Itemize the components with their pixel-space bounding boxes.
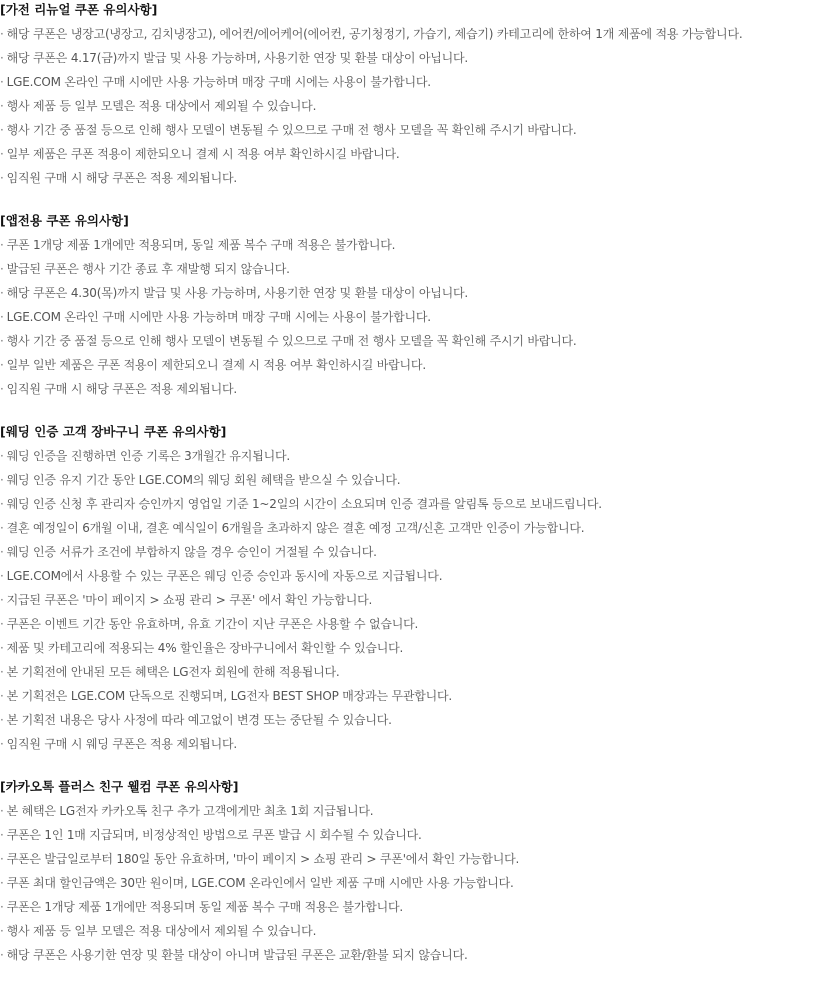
notice-text: 행사 기간 중 품절 등으로 인해 행사 모델이 변동될 수 있으므로 구매 전 행사 모델을 꼭 확인해 주시기 바랍니다. xyxy=(6,123,577,137)
notice-text: 발급된 쿠폰은 행사 기간 종료 후 재발행 되지 않습니다. xyxy=(6,262,290,276)
notice-text: 쿠폰은 1개당 제품 1개에만 적용되며 동일 제품 복수 구매 적용은 불가합니다. xyxy=(6,900,404,914)
list-item xyxy=(0,118,820,142)
list-item xyxy=(0,329,820,353)
bullet-icon: · xyxy=(0,286,4,300)
notice-text: 지급된 쿠폰은 '마이 페이지 > 쇼핑 관리 > 쿠폰' 에서 확인 가능합니다. xyxy=(6,593,373,607)
notice-text: 행사 제품 등 일부 모델은 적용 대상에서 제외될 수 있습니다. xyxy=(6,99,317,113)
list-item xyxy=(0,684,820,708)
list-item xyxy=(0,444,820,468)
list-item xyxy=(0,660,820,684)
list-item xyxy=(0,305,820,329)
notice-text: 해당 쿠폰은 사용기한 연장 및 환불 대상이 아니며 발급된 쿠폰은 교환/환불 되지 않습니다. xyxy=(6,948,468,962)
bullet-icon: · xyxy=(0,51,4,65)
list-item xyxy=(0,166,820,190)
list-item xyxy=(0,540,820,564)
bullet-icon: · xyxy=(0,382,4,396)
list-item xyxy=(0,588,820,612)
notice-text: 쿠폰은 발급일로부터 180일 동안 유효하며, '마이 페이지 > 쇼핑 관리 > 쿠폰'에서 확인 가능합니다. xyxy=(6,852,520,866)
notice-text: 웨딩 인증 유지 기간 동안 LGE.COM의 웨딩 회원 혜택을 받으실 수 있습니다. xyxy=(6,473,401,487)
bullet-icon: · xyxy=(0,521,4,535)
bullet-icon: · xyxy=(0,75,4,89)
notice-text: 행사 제품 등 일부 모델은 적용 대상에서 제외될 수 있습니다. xyxy=(6,924,317,938)
list-item xyxy=(0,353,820,377)
list-item xyxy=(0,492,820,516)
notice-text: 임직원 구매 시 웨딩 쿠폰은 적용 제외됩니다. xyxy=(6,737,237,751)
notice-list xyxy=(0,799,820,967)
list-item xyxy=(0,22,820,46)
bullet-icon: · xyxy=(0,334,4,348)
bullet-icon: · xyxy=(0,689,4,703)
notice-text: 쿠폰은 1인 1매 지급되며, 비정상적인 방법으로 쿠폰 발급 시 회수될 수 있습니다. xyxy=(6,828,422,842)
bullet-icon: · xyxy=(0,948,4,962)
list-item xyxy=(0,468,820,492)
notice-list xyxy=(0,22,820,190)
bullet-icon: · xyxy=(0,593,4,607)
list-item xyxy=(0,564,820,588)
list-item xyxy=(0,46,820,70)
bullet-icon: · xyxy=(0,238,4,252)
list-item xyxy=(0,612,820,636)
bullet-icon: · xyxy=(0,449,4,463)
notice-text: 행사 기간 중 품절 등으로 인해 행사 모델이 변동될 수 있으므로 구매 전 행사 모델을 꼭 확인해 주시기 바랍니다. xyxy=(6,334,577,348)
bullet-icon: · xyxy=(0,876,4,890)
notice-text: 웨딩 인증을 진행하면 인증 기록은 3개월간 유지됩니다. xyxy=(6,449,290,463)
bullet-icon: · xyxy=(0,147,4,161)
app-only-coupon-notice xyxy=(0,209,820,401)
bullet-icon: · xyxy=(0,665,4,679)
bullet-icon: · xyxy=(0,358,4,372)
bullet-icon: · xyxy=(0,171,4,185)
notice-text: LGE.COM 온라인 구매 시에만 사용 가능하며 매장 구매 시에는 사용이 불가합니다. xyxy=(6,75,431,89)
bullet-icon: · xyxy=(0,473,4,487)
wedding-cart-coupon-notice xyxy=(0,420,820,756)
notice-text: 본 혜택은 LG전자 카카오톡 친구 추가 고객에게만 최초 1회 지급됩니다. xyxy=(6,804,374,818)
bullet-icon: · xyxy=(0,713,4,727)
list-item xyxy=(0,871,820,895)
bullet-icon: · xyxy=(0,123,4,137)
notice-text: 해당 쿠폰은 냉장고(냉장고, 김치냉장고), 에어컨/에어케어(에어컨, 공기청정기, 가습기, 제습기) 카테고리에 한하여 1개 제품에 적용 가능합니다. xyxy=(6,27,743,41)
notice-text: 본 기획전에 안내된 모든 혜택은 LG전자 회원에 한해 적용됩니다. xyxy=(6,665,340,679)
list-item xyxy=(0,233,820,257)
notice-text: 결혼 예정일이 6개월 이내, 결혼 예식일이 6개월을 초과하지 않은 결혼 예정 고객/신혼 고객만 인증이 가능합니다. xyxy=(6,521,585,535)
section-heading: [가전 리뉴얼 쿠폰 유의사항] xyxy=(0,2,158,17)
bullet-icon: · xyxy=(0,27,4,41)
notice-text: 쿠폰 1개당 제품 1개에만 적용되며, 동일 제품 복수 구매 적용은 불가합니다. xyxy=(6,238,396,252)
bullet-icon: · xyxy=(0,804,4,818)
bullet-icon: · xyxy=(0,569,4,583)
list-item xyxy=(0,377,820,401)
list-item xyxy=(0,799,820,823)
list-item xyxy=(0,70,820,94)
list-item xyxy=(0,281,820,305)
kakao-welcome-coupon-notice xyxy=(0,775,820,967)
notice-text: 본 기획전은 LGE.COM 단독으로 진행되며, LG전자 BEST SHOP 매장과는 무관합니다. xyxy=(6,689,453,703)
list-item xyxy=(0,823,820,847)
bullet-icon: · xyxy=(0,737,4,751)
bullet-icon: · xyxy=(0,310,4,324)
notice-text: 웨딩 인증 신청 후 관리자 승인까지 영업일 기준 1~2일의 시간이 소요되며 인증 결과를 알림톡 등으로 보내드립니다. xyxy=(6,497,602,511)
list-item xyxy=(0,636,820,660)
list-item xyxy=(0,732,820,756)
bullet-icon: · xyxy=(0,497,4,511)
notice-text: 쿠폰 최대 할인금액은 30만 원이며, LGE.COM 온라인에서 일반 제품 구매 시에만 사용 가능합니다. xyxy=(6,876,514,890)
list-item xyxy=(0,516,820,540)
notice-text: 임직원 구매 시 해당 쿠폰은 적용 제외됩니다. xyxy=(6,171,237,185)
bullet-icon: · xyxy=(0,617,4,631)
notice-list xyxy=(0,444,820,756)
bullet-icon: · xyxy=(0,900,4,914)
bullet-icon: · xyxy=(0,641,4,655)
bullet-icon: · xyxy=(0,262,4,276)
bullet-icon: · xyxy=(0,828,4,842)
bullet-icon: · xyxy=(0,852,4,866)
notice-text: LGE.COM에서 사용할 수 있는 쿠폰은 웨딩 인증 승인과 동시에 자동으로 지급됩니다. xyxy=(6,569,443,583)
notice-text: 일부 제품은 쿠폰 적용이 제한되오니 결제 시 적용 여부 확인하시길 바랍니다. xyxy=(6,147,400,161)
notice-text: LGE.COM 온라인 구매 시에만 사용 가능하며 매장 구매 시에는 사용이 불가합니다. xyxy=(6,310,431,324)
list-item xyxy=(0,895,820,919)
notice-text: 제품 및 카테고리에 적용되는 4% 할인율은 장바구니에서 확인할 수 있습니다. xyxy=(6,641,404,655)
notice-text: 웨딩 인증 서류가 조건에 부합하지 않을 경우 승인이 거절될 수 있습니다. xyxy=(6,545,377,559)
list-item xyxy=(0,919,820,943)
section-heading: [웨딩 인증 고객 장바구니 쿠폰 유의사항] xyxy=(0,424,227,439)
notice-text: 쿠폰은 이벤트 기간 동안 유효하며, 유효 기간이 지난 쿠폰은 사용할 수 없습니다. xyxy=(6,617,419,631)
notice-text: 해당 쿠폰은 4.17(금)까지 발급 및 사용 가능하며, 사용기한 연장 및 환불 대상이 아닙니다. xyxy=(6,51,469,65)
list-item xyxy=(0,257,820,281)
bullet-icon: · xyxy=(0,924,4,938)
list-item xyxy=(0,943,820,967)
list-item xyxy=(0,708,820,732)
bullet-icon: · xyxy=(0,99,4,113)
list-item xyxy=(0,142,820,166)
list-item xyxy=(0,847,820,871)
appliance-renewal-coupon-notice xyxy=(0,0,820,190)
notice-list xyxy=(0,233,820,401)
notice-text: 해당 쿠폰은 4.30(목)까지 발급 및 사용 가능하며, 사용기한 연장 및 환불 대상이 아닙니다. xyxy=(6,286,469,300)
notice-text: 임직원 구매 시 해당 쿠폰은 적용 제외됩니다. xyxy=(6,382,237,396)
notice-text: 일부 일반 제품은 쿠폰 적용이 제한되오니 결제 시 적용 여부 확인하시길 바랍니다. xyxy=(6,358,426,372)
bullet-icon: · xyxy=(0,545,4,559)
list-item xyxy=(0,94,820,118)
section-heading: [앱전용 쿠폰 유의사항] xyxy=(0,213,129,228)
section-heading: [카카오톡 플러스 친구 웰컴 쿠폰 유의사항] xyxy=(0,779,239,794)
notice-text: 본 기획전 내용은 당사 사정에 따라 예고없이 변경 또는 중단될 수 있습니다. xyxy=(6,713,392,727)
